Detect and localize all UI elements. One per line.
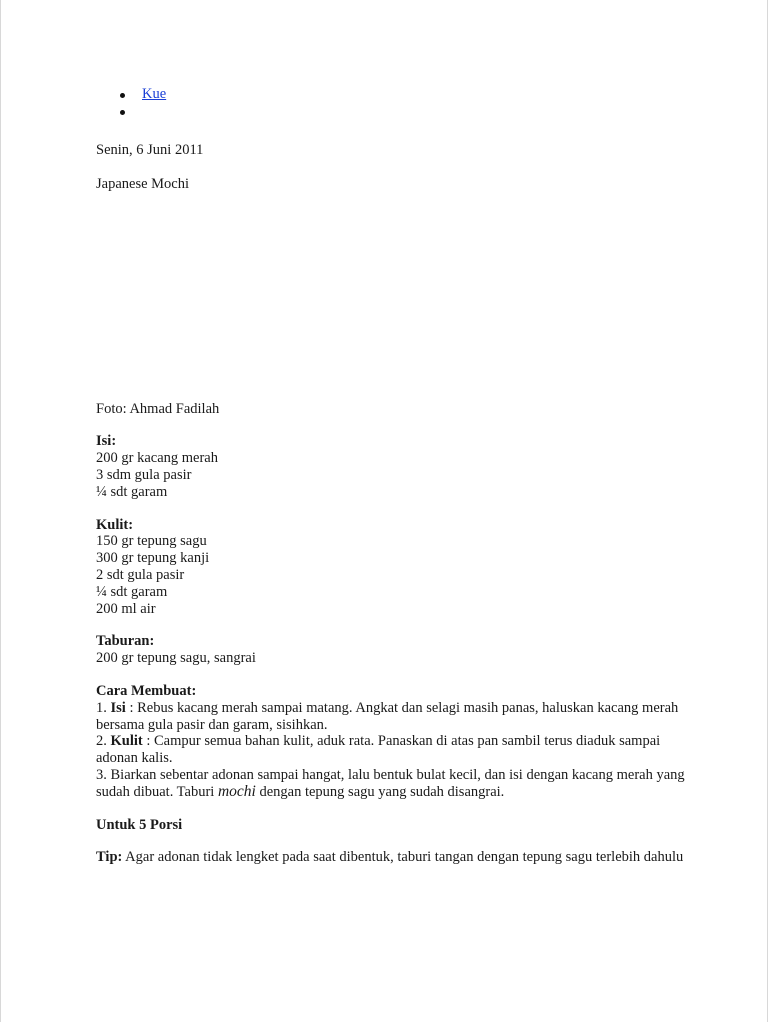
step-2: [96, 733, 696, 767]
portion-text: Untuk 5 Porsi: [96, 816, 183, 833]
tip-section: [96, 849, 696, 866]
step-3: [96, 767, 696, 801]
isi-section: [96, 433, 696, 500]
step-2-lead: Kulit: [110, 733, 143, 750]
step-2-number: 2.: [96, 733, 107, 750]
photo-credit: Foto: Ahmad Fadilah: [96, 400, 220, 417]
kulit-heading: Kulit:: [96, 516, 134, 533]
tip-text: Agar adonan tidak lengket pada saat dibentuk, taburi tangan dengan tepung sagu terlebih dahulu: [122, 849, 684, 866]
isi-item: 3 sdm gula pasir: [96, 466, 192, 483]
kulit-section: [96, 517, 696, 618]
label-item-kue: [96, 86, 696, 103]
isi-heading: Isi:: [96, 433, 117, 450]
taburan-section: [96, 633, 696, 667]
tip-label: Tip:: [96, 849, 123, 866]
isi-item: ¼ sdt garam: [96, 483, 168, 500]
taburan-heading: Taburan:: [96, 633, 155, 650]
step-3-emphasis: mochi: [217, 782, 256, 800]
label-item-empty: [96, 103, 696, 120]
kulit-item: 2 sdt gula pasir: [96, 566, 185, 583]
taburan-item: 200 gr tepung sagu, sangrai: [96, 650, 256, 667]
step-1-lead: Isi: [110, 699, 126, 716]
isi-item: 200 gr kacang merah: [96, 450, 218, 467]
cara-section: [96, 683, 696, 801]
photo-placeholder: [96, 193, 696, 393]
step-1-text: : Rebus kacang merah sampai matang. Angkat dan selagi masih panas, haluskan kacang merah bersama gula pasir dan garam, sisihkan.: [96, 699, 679, 733]
kulit-item: ¼ sdt garam: [96, 583, 168, 600]
kulit-item: 300 gr tepung kanji: [96, 550, 210, 567]
step-1-number: 1.: [96, 699, 107, 716]
step-2-text: : Campur semua bahan kulit, aduk rata. Panaskan di atas pan sambil terus diaduk sampai adonan kalis.: [96, 733, 661, 767]
post-content: [96, 86, 696, 866]
cara-heading: Cara Membuat:: [96, 682, 197, 699]
step-1: [96, 700, 696, 734]
kulit-item: 150 gr tepung sagu: [96, 533, 207, 550]
step-3-text-after: dengan tepung sagu yang sudah disangrai.: [255, 783, 505, 800]
step-3-text-before: 3. Biarkan sebentar adonan sampai hangat, lalu bentuk bulat kecil, dan isi dengan kacang merah yang sudah dibuat. Taburi: [96, 766, 685, 800]
kulit-item: 200 ml air: [96, 600, 156, 617]
label-list: [96, 86, 696, 120]
post-date: Senin, 6 Juni 2011: [96, 142, 204, 158]
label-link-kue[interactable]: Kue: [142, 86, 167, 102]
post-title: Japanese Mochi: [96, 175, 190, 192]
